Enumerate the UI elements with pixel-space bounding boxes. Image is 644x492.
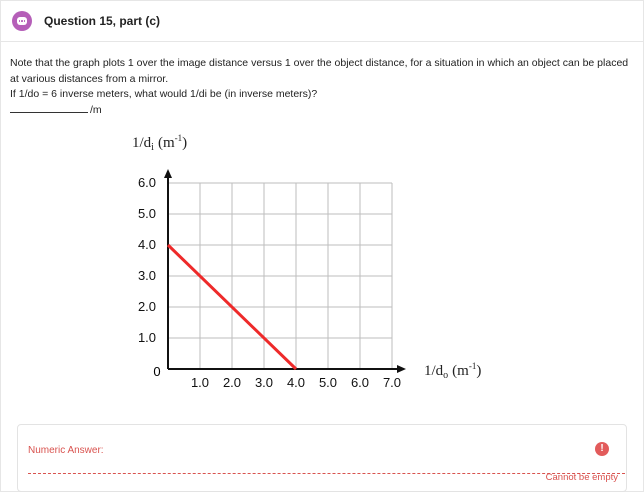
graph [101,129,531,391]
x-axis-title-main: 1/d [424,363,444,379]
y-axis-title-sub: i [151,142,154,153]
x-tick-label: 7.0 [382,375,402,390]
origin-label: 0 [153,364,161,379]
x-axis-title-sub: o [443,370,449,381]
y-tick-label: 1.0 [137,330,157,345]
y-tick-label: 5.0 [137,206,157,221]
y-tick-label: 3.0 [137,268,157,283]
numeric-answer-input[interactable] [28,463,625,474]
prompt-description: Note that the graph plots 1 over the image distance versus 1 over the object distance, for a situation in which an object can be placed at various distances from a mirror. [10,57,629,85]
y-axis-unit-close: ) [182,135,188,151]
numeric-answer-label: Numeric Answer: [28,445,104,456]
answer-box [17,424,627,492]
y-axis-unit: (m [157,135,175,151]
x-axis-title [424,361,481,381]
question-prompt [10,56,635,118]
y-axis-title [132,133,187,153]
y-axis-title-main: 1/d [132,135,152,151]
x-axis-arrow [397,365,406,373]
x-tick-labels [191,375,401,390]
x-tick-label: 2.0 [222,375,242,390]
exclamation-icon: ! [595,442,609,456]
x-tick-label: 3.0 [254,375,274,390]
y-tick-label: 6.0 [137,175,157,190]
x-tick-label: 5.0 [318,375,338,390]
prompt-blank [10,103,635,119]
error-message: Cannot be empty [545,472,618,483]
x-tick-label: 6.0 [350,375,370,390]
prompt-question: If 1/do = 6 inverse meters, what would 1/di be (in inverse meters)? [10,88,318,100]
question-header [1,1,643,42]
x-axis-unit-close: ) [476,363,482,379]
y-axis-unit-exp: -1 [174,133,183,143]
chat-bubble-icon [12,11,32,31]
x-tick-label: 1.0 [190,375,210,390]
question-title: Question 15, part (c) [44,14,161,28]
y-tick-label: 4.0 [137,237,157,252]
x-axis-unit: (m [452,363,469,379]
blank-line [10,103,88,113]
y-axis-arrow [164,169,172,178]
x-tick-label: 4.0 [286,375,306,390]
y-tick-labels [138,175,156,345]
y-tick-label: 2.0 [137,299,157,314]
x-axis-unit-exp: -1 [468,361,477,371]
blank-unit: /m [90,103,102,116]
